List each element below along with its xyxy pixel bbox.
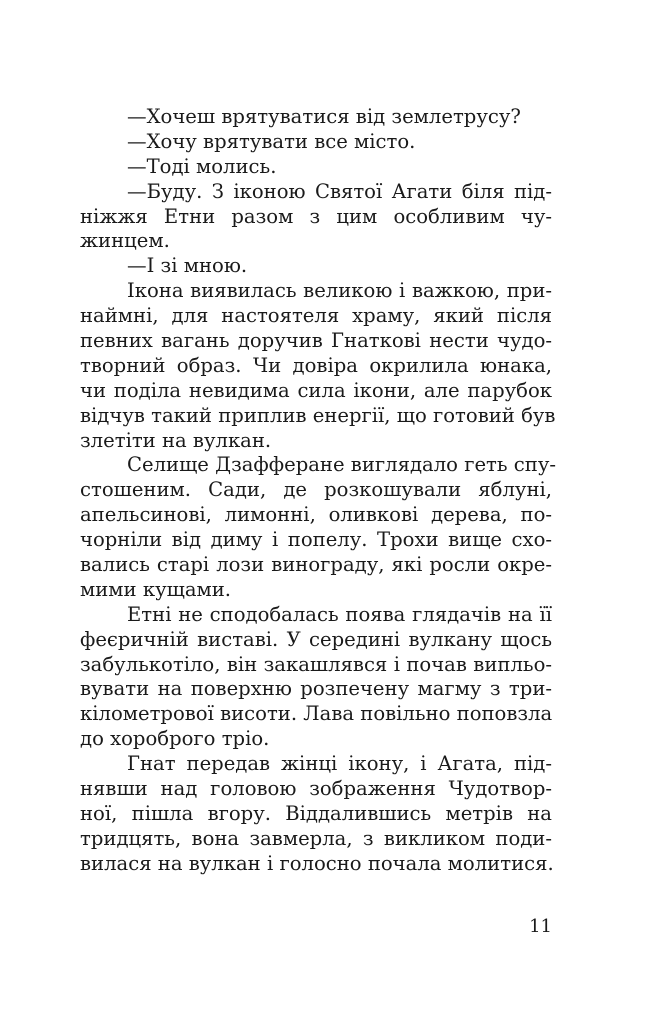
text-line: —Буду. З іконою Святої Агати біля під- bbox=[127, 179, 552, 203]
text-line: чорніли від диму і попелу. Трохи вище схо- bbox=[80, 528, 552, 552]
text-line: Селище Дзаффеpане виглядало геть спу- bbox=[127, 453, 556, 477]
text-line: відчув такий приплив енергії, що готовий був bbox=[80, 403, 556, 427]
text-line: тридцять, вона завмерла, з викликом поди- bbox=[80, 826, 552, 850]
text-line: —Хочеш врятуватися від землетрусу? bbox=[127, 105, 521, 128]
text-line: жинцем. bbox=[80, 229, 170, 253]
text-line: Етні не сподобалась поява глядачів на її bbox=[127, 602, 552, 626]
text-line: злетіти на вулкан. bbox=[80, 428, 272, 452]
text-line: —Хочу врятувати все місто. bbox=[127, 129, 416, 153]
text-line: творний образ. Чи довіра окрилила юнака, bbox=[80, 353, 552, 377]
text-line: Гнат передав жінці ікону, і Агата, під- bbox=[127, 752, 552, 776]
text-line: ної, пішла вгору. Віддалившись метрів на bbox=[80, 801, 552, 825]
text-line: вались старі лози винограду, які росли окре- bbox=[80, 553, 552, 577]
text-line: апельсинові, лимонні, оливкові дерева, по- bbox=[80, 503, 552, 527]
page-number: 11 bbox=[529, 916, 552, 937]
text-line: мими кущами. bbox=[80, 577, 232, 601]
text-line: кілометрової висоти. Лава повільно поповзла bbox=[80, 702, 553, 726]
page-text bbox=[80, 105, 556, 877]
text-line: Ікона виявилась великою і важкою, при- bbox=[127, 279, 552, 303]
text-line: вилася на вулкан і голосно почала молитися. bbox=[80, 851, 554, 875]
text-line: вувати на поверхню розпечену магму з три- bbox=[80, 677, 552, 701]
text-line: певних вагань доручив Гнаткові нести чудо- bbox=[80, 329, 552, 353]
text-line: наймні, для настоятеля храму, який після bbox=[80, 304, 552, 328]
text-line: стошеним. Сади, де розкошували яблуні, bbox=[80, 478, 552, 502]
text-line: до хороброго тріо. bbox=[80, 727, 270, 751]
text-line: нявши над головою зображення Чудотвор- bbox=[80, 777, 552, 801]
text-line: ніжжя Етни разом з цим особливим чу- bbox=[80, 204, 552, 228]
text-line: забулькотіло, він закашлявся і почав випльо- bbox=[80, 652, 552, 676]
text-line: феєричній виставі. У середині вулкану щось bbox=[80, 627, 552, 651]
text-line: —І зі мною. bbox=[127, 254, 248, 278]
text-line: —Тоді молись. bbox=[127, 154, 277, 178]
text-line: чи поділа невидима сила ікони, але парубок bbox=[80, 378, 552, 402]
